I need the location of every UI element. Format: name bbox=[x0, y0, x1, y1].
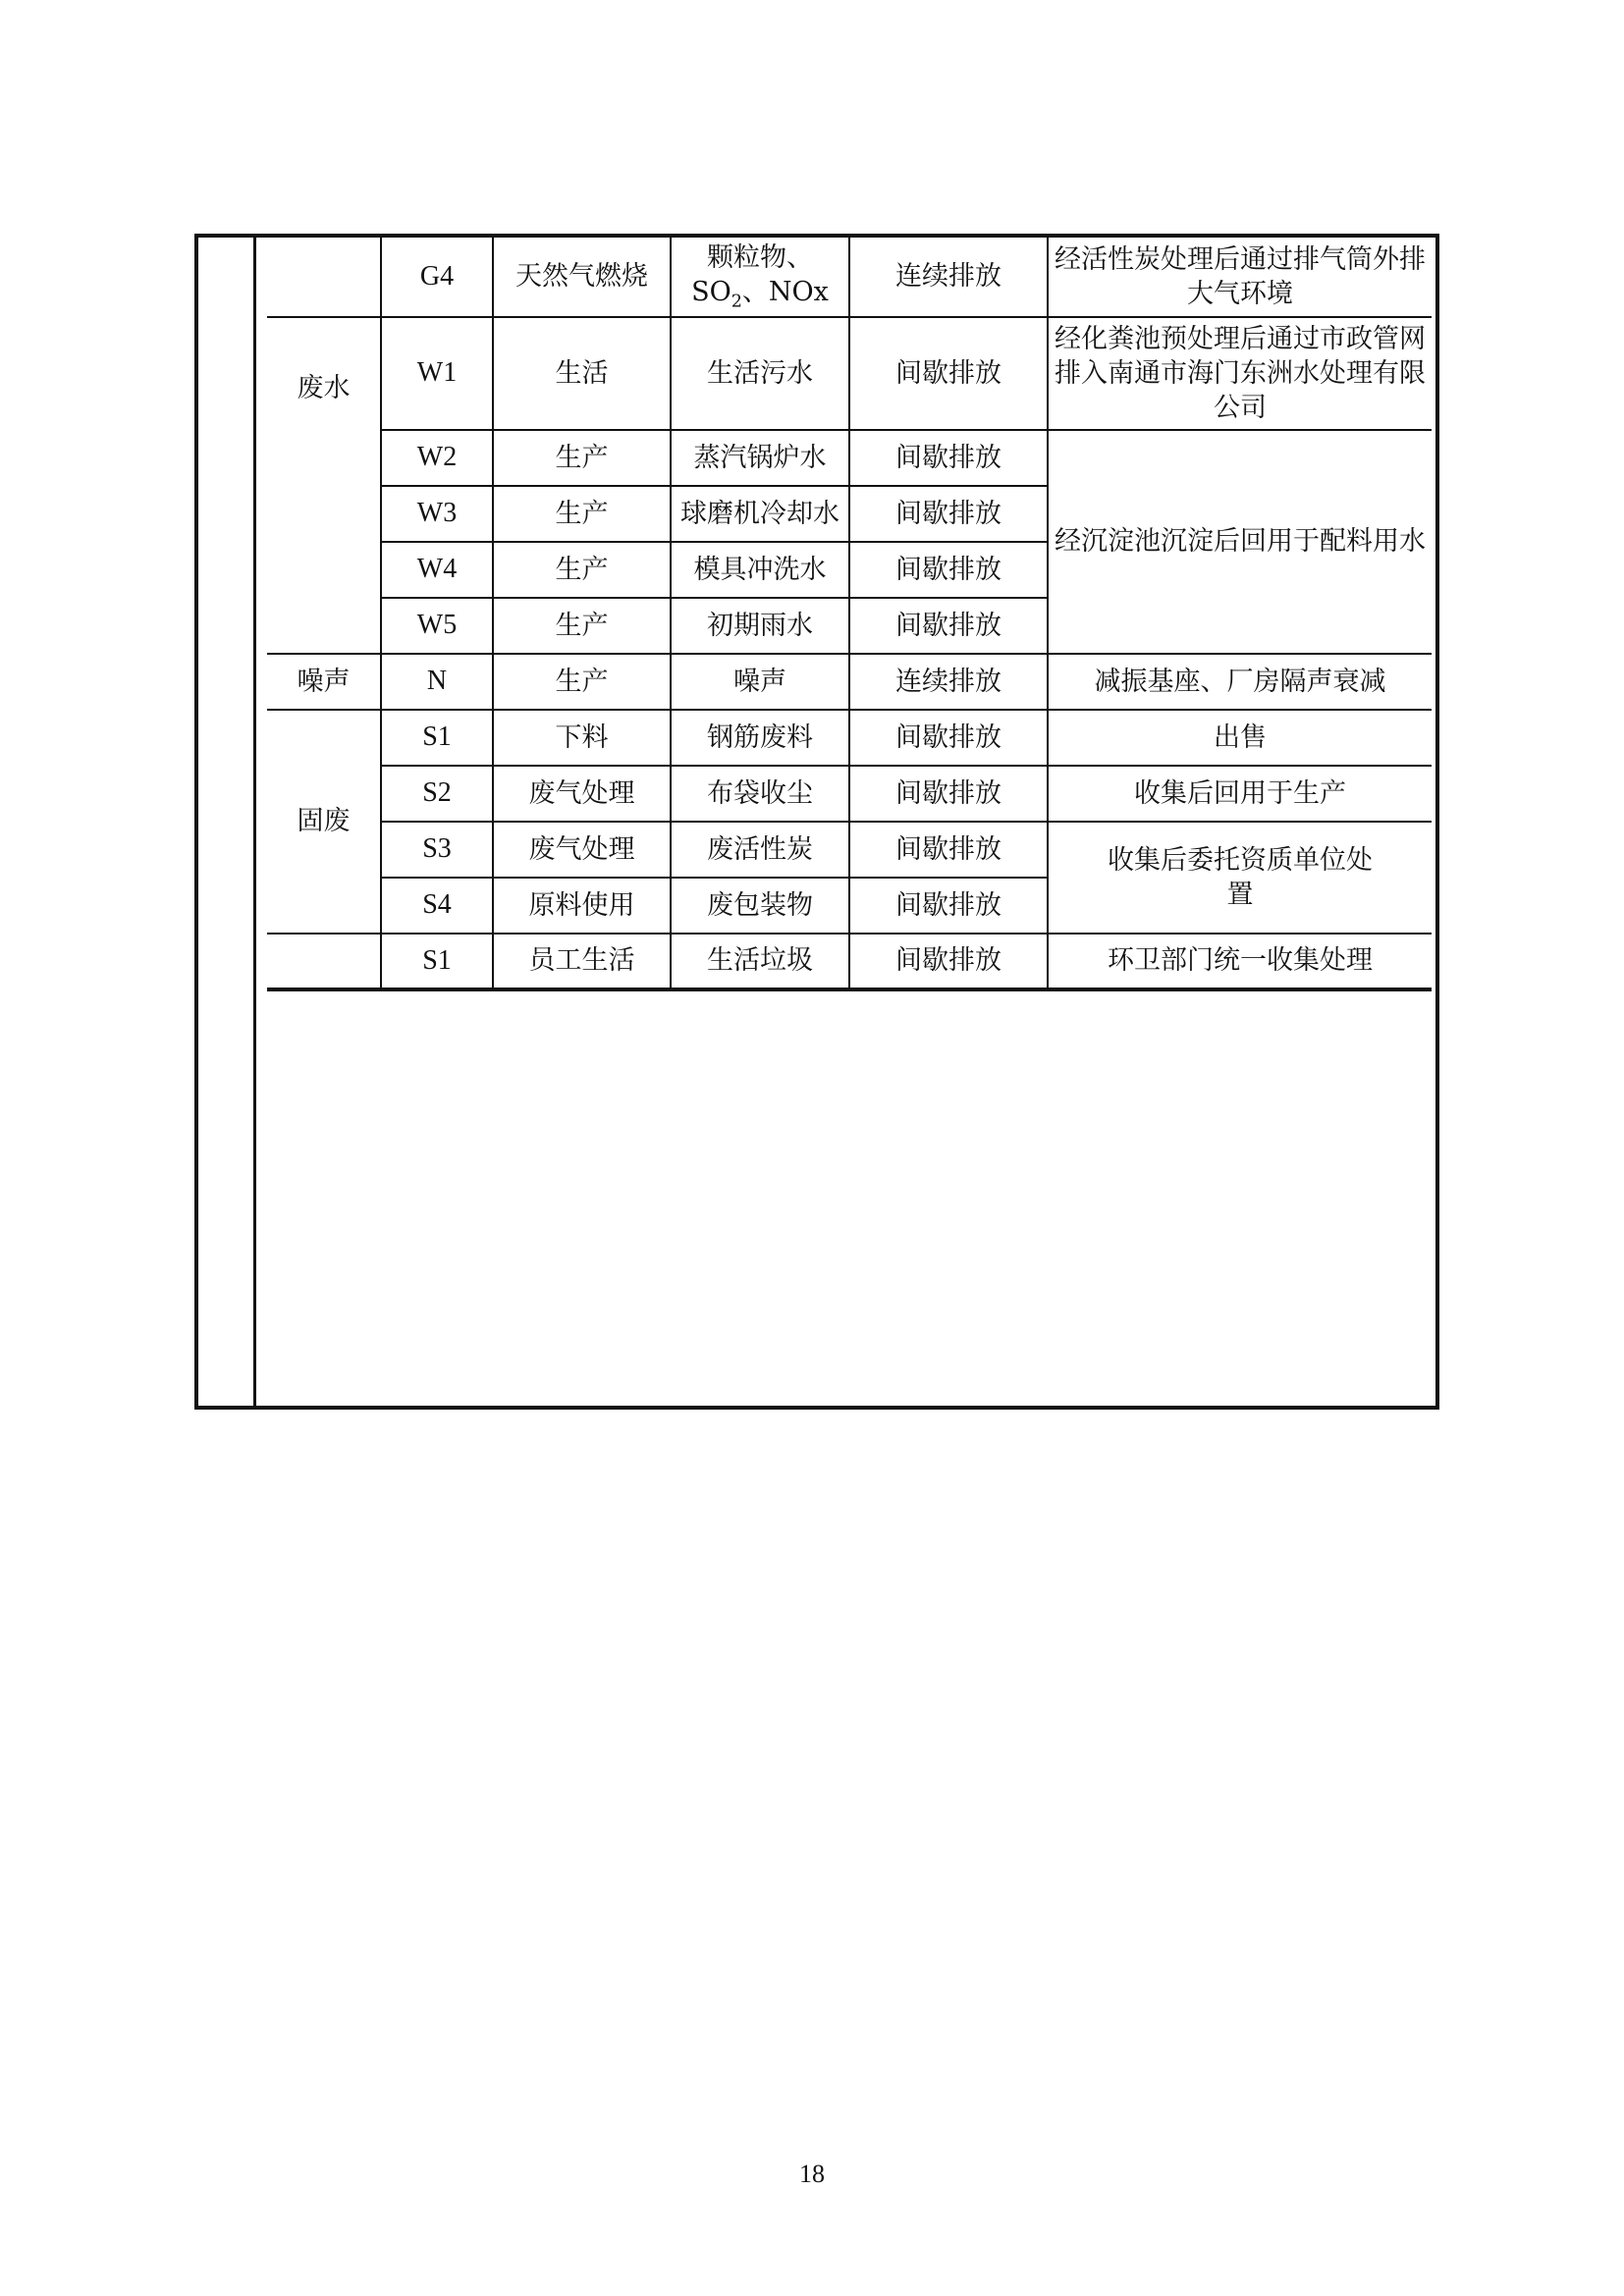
so2-subscript: 2 bbox=[731, 292, 742, 312]
pollutant-cell: 生活污水 bbox=[671, 317, 849, 430]
code-cell: W3 bbox=[381, 486, 493, 542]
category-cell: 废水 bbox=[267, 317, 381, 654]
process-cell: 生产 bbox=[493, 486, 671, 542]
code-cell: W4 bbox=[381, 542, 493, 598]
process-cell: 员工生活 bbox=[493, 934, 671, 989]
table-row bbox=[267, 430, 1432, 486]
pollutant-line-1: 颗粒物、 bbox=[707, 241, 813, 273]
process-cell: 原料使用 bbox=[493, 878, 671, 934]
treatment-cell: 收集后委托资质单位处置 bbox=[1048, 822, 1432, 934]
pollutant-cell: 生活垃圾 bbox=[671, 934, 849, 989]
pollutant-cell: 布袋收尘 bbox=[671, 766, 849, 822]
table-row bbox=[267, 934, 1432, 989]
treatment-cell: 收集后回用于生产 bbox=[1048, 766, 1432, 822]
code-cell: W5 bbox=[381, 598, 493, 654]
discharge-cell: 间歇排放 bbox=[849, 878, 1048, 934]
category-cell bbox=[267, 238, 381, 317]
process-cell: 生产 bbox=[493, 598, 671, 654]
pollutant-cell: 钢筋废料 bbox=[671, 710, 849, 766]
treatment-cell: 经沉淀池沉淀后回用于配料用水 bbox=[1048, 430, 1432, 654]
category-cell: 噪声 bbox=[267, 654, 381, 710]
category-cell bbox=[267, 934, 381, 989]
treatment-cell: 环卫部门统一收集处理 bbox=[1048, 934, 1432, 989]
code-cell: S4 bbox=[381, 878, 493, 934]
table-row bbox=[267, 238, 1432, 317]
page-number: 18 bbox=[799, 2160, 825, 2188]
process-cell: 生活 bbox=[493, 317, 671, 430]
nox-suffix: 、NOx bbox=[741, 276, 829, 307]
discharge-cell: 连续排放 bbox=[849, 238, 1048, 317]
table-row bbox=[267, 317, 1432, 430]
pollutant-cell: 球磨机冷却水 bbox=[671, 486, 849, 542]
discharge-cell: 间歇排放 bbox=[849, 542, 1048, 598]
pollutant-cell: 废包装物 bbox=[671, 878, 849, 934]
pollutant-cell: 模具冲洗水 bbox=[671, 542, 849, 598]
discharge-cell: 连续排放 bbox=[849, 654, 1048, 710]
process-cell: 下料 bbox=[493, 710, 671, 766]
process-cell: 生产 bbox=[493, 430, 671, 486]
code-cell: S2 bbox=[381, 766, 493, 822]
process-cell: 废气处理 bbox=[493, 766, 671, 822]
discharge-cell: 间歇排放 bbox=[849, 934, 1048, 989]
discharge-cell: 间歇排放 bbox=[849, 598, 1048, 654]
treatment-cell: 减振基座、厂房隔声衰减 bbox=[1048, 654, 1432, 710]
code-cell: W2 bbox=[381, 430, 493, 486]
table-row bbox=[267, 654, 1432, 710]
pollutant-cell: 蒸汽锅炉水 bbox=[671, 430, 849, 486]
process-cell: 生产 bbox=[493, 654, 671, 710]
document-frame bbox=[194, 234, 1439, 1410]
code-cell: W1 bbox=[381, 317, 493, 430]
frame-divider bbox=[253, 238, 256, 1406]
pollutant-cell: 初期雨水 bbox=[671, 598, 849, 654]
table-row bbox=[267, 710, 1432, 766]
discharge-cell: 间歇排放 bbox=[849, 317, 1048, 430]
treatment-cell: 经化粪池预处理后通过市政管网排入南通市海门东洲水处理有限公司 bbox=[1048, 317, 1432, 430]
code-cell: G4 bbox=[381, 238, 493, 317]
code-cell: S1 bbox=[381, 934, 493, 989]
treatment-cell: 经活性炭处理后通过排气筒外排大气环境 bbox=[1048, 238, 1432, 317]
pollutant-line-2 bbox=[675, 275, 845, 313]
process-cell: 废气处理 bbox=[493, 822, 671, 878]
process-cell: 天然气燃烧 bbox=[493, 238, 671, 317]
so2-prefix: SO bbox=[691, 276, 731, 307]
code-cell: S3 bbox=[381, 822, 493, 878]
process-cell: 生产 bbox=[493, 542, 671, 598]
table-row bbox=[267, 822, 1432, 878]
discharge-cell: 间歇排放 bbox=[849, 710, 1048, 766]
discharge-cell: 间歇排放 bbox=[849, 766, 1048, 822]
table-row bbox=[267, 766, 1432, 822]
pollutant-cell: 废活性炭 bbox=[671, 822, 849, 878]
discharge-cell: 间歇排放 bbox=[849, 430, 1048, 486]
pollutant-cell: 噪声 bbox=[671, 654, 849, 710]
code-cell: N bbox=[381, 654, 493, 710]
pollutant-cell bbox=[671, 238, 849, 317]
code-cell: S1 bbox=[381, 710, 493, 766]
discharge-cell: 间歇排放 bbox=[849, 486, 1048, 542]
discharge-cell: 间歇排放 bbox=[849, 822, 1048, 878]
treatment-cell: 出售 bbox=[1048, 710, 1432, 766]
category-cell: 固废 bbox=[267, 710, 381, 934]
pollutant-table bbox=[267, 238, 1432, 991]
